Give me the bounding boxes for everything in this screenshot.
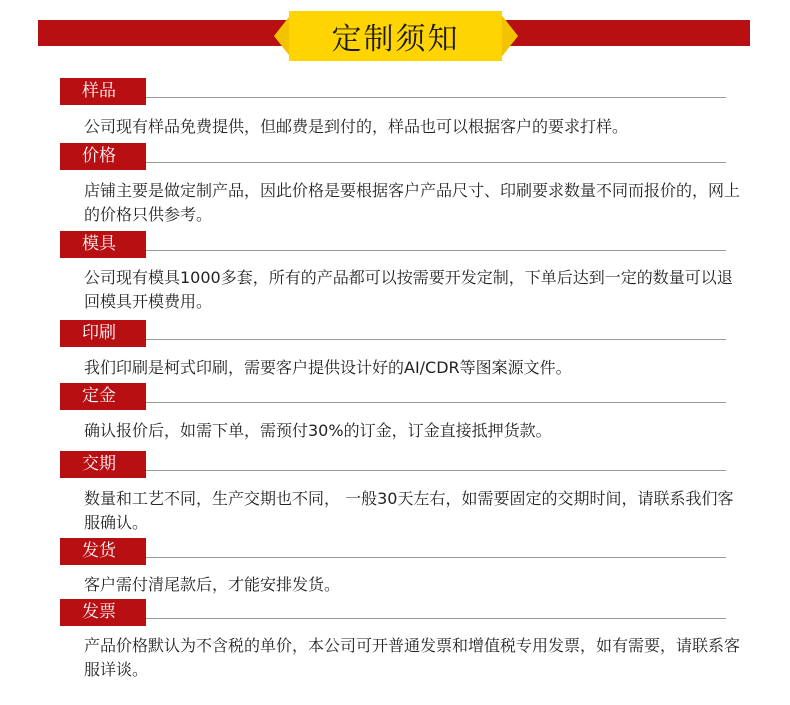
page-title: 定制须知 bbox=[331, 22, 460, 57]
section-label: 交期 bbox=[60, 451, 146, 478]
section-label: 发货 bbox=[60, 538, 146, 565]
section-label: 价格 bbox=[60, 143, 146, 170]
section-divider bbox=[146, 339, 726, 340]
section-label: 样品 bbox=[60, 78, 146, 105]
section-text: 店铺主要是做定制产品，因此价格是要根据客户产品尺寸、印刷要求数量不同而报价的，网上的价格只供参考。 bbox=[84, 181, 741, 224]
banner-title-plate bbox=[289, 11, 502, 61]
section-divider bbox=[146, 250, 726, 251]
section-label: 定金 bbox=[60, 383, 146, 410]
section-label: 发票 bbox=[60, 599, 146, 626]
section-divider bbox=[146, 162, 726, 163]
header-banner bbox=[0, 0, 790, 70]
section-text: 公司现有模具1000多套，所有的产品都可以按需要开发定制，下单后达到一定的数量可以退回模具开模费用。 bbox=[84, 268, 733, 311]
section-text: 我们印刷是柯式印刷，需要客户提供设计好的AI/CDR等图案源文件。 bbox=[84, 358, 572, 377]
section-divider bbox=[146, 402, 726, 403]
section-label: 印刷 bbox=[60, 320, 146, 347]
section-divider bbox=[146, 618, 726, 619]
section-text: 产品价格默认为不含税的单价，本公司可开普通发票和增值税专用发票，如有需要，请联系客服详谈。 bbox=[84, 636, 741, 679]
section-divider bbox=[146, 557, 726, 558]
section-text: 客户需付清尾款后，才能安排发货。 bbox=[84, 575, 341, 594]
section-text: 公司现有样品免费提供，但邮费是到付的，样品也可以根据客户的要求打样。 bbox=[84, 117, 629, 136]
section-text: 数量和工艺不同，生产交期也不同， 一般30天左右，如需要固定的交期时间，请联系我们客服确认。 bbox=[84, 489, 734, 532]
section-text: 确认报价后，如需下单，需预付30%的订金，订金直接抵押货款。 bbox=[84, 421, 552, 440]
section-divider bbox=[146, 470, 726, 471]
section-label: 模具 bbox=[60, 231, 146, 258]
section-divider bbox=[146, 97, 726, 98]
